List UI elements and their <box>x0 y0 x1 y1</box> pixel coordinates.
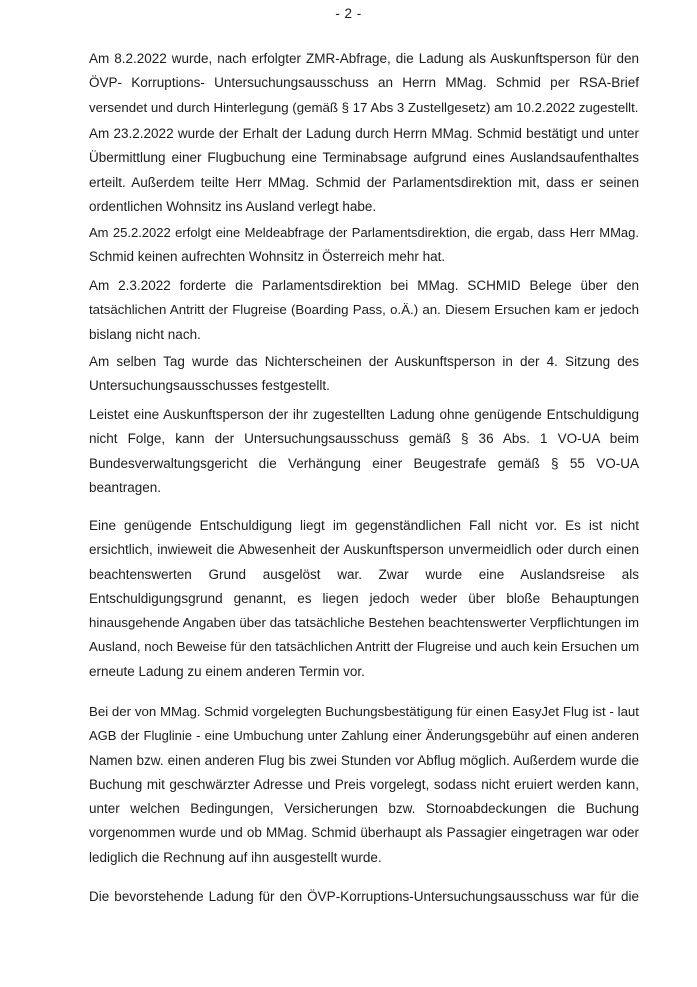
text-line: Die bevorstehende Ladung für den ÖVP-Korruptions-Untersuchungsausschuss war für die <box>89 889 639 904</box>
text-line: beachtenswerten Grund ausgelöst war. Zwar wurde eine Auslandsreise als <box>89 566 639 582</box>
text-line: ÖVP- Korruptions- Untersuchungsausschuss an Herrn MMag. Schmid per RSA-Brief <box>89 75 639 91</box>
text-line: beantragen. <box>89 479 162 495</box>
text-line: unter welchen Bedingungen, Versicherungen bzw. Stornoabdeckungen die Buchung <box>89 801 639 817</box>
paragraph-entschuldigung <box>89 514 639 684</box>
text-line: Am 8.2.2022 wurde, nach erfolgter ZMR-Abfrage, die Ladung als Auskunftsperson für den <box>89 51 639 66</box>
text-line: Leistet eine Auskunftsperson der ihr zugestellten Ladung ohne genügende Entschuldigung <box>89 407 639 422</box>
paragraph-ladung-versendet <box>89 47 639 120</box>
paragraph-belege-angefordert <box>89 274 639 347</box>
text-line: erteilt. Außerdem teilte Herr MMag. Schmid der Parlamentsdirektion mit, dass er seinen <box>89 174 639 190</box>
text-line: Bundesverwaltungsgericht die Verhängung einer Beugestrafe gemäß § 55 VO-UA <box>89 455 639 471</box>
text-line: Eine genügende Entschuldigung liegt im gegenständlichen Fall nicht vor. Es ist nicht <box>89 518 639 533</box>
text-line: Am 2.3.2022 forderte die Parlamentsdirektion bei MMag. SCHMID Belege über den <box>89 278 639 293</box>
text-line: Ausland, noch Beweise für den tatsächlichen Antritt der Flugreise und auch kein Ersuchen um <box>89 639 640 655</box>
text-line: versendet und durch Hinterlegung (gemäß § 17 Abs 3 Zustellgesetz) am 10.2.2022 zugestellt. <box>89 99 639 115</box>
text-line: Entschuldigungsgrund genannt, es liegen jedoch weder über bloße Behauptungen <box>89 590 639 606</box>
paragraph-bevorstehende-ladung <box>89 885 639 909</box>
text-line: Bei der von MMag. Schmid vorgelegten Buchungsbestätigung für einen EasyJet Flug ist - laut <box>89 704 639 719</box>
text-line: lediglich die Rechnung auf ihn ausgestellt wurde. <box>89 849 382 865</box>
text-line: Namen bzw. einen anderen Flug bis zwei Stunden vor Abflug möglich. Außerdem wurde die <box>89 752 639 768</box>
text-line: ordentlichen Wohnsitz ins Ausland verlegt habe. <box>89 198 377 214</box>
paragraph-meldeabfrage <box>89 221 639 270</box>
text-line: Am 23.2.2022 wurde der Erhalt der Ladung durch Herrn MMag. Schmid bestätigt und unter <box>89 126 639 141</box>
text-line: hinausgehende Angaben über das tatsächliche Bestehen beachtenswerter Verpflichtungen im <box>89 615 639 631</box>
paragraph-buchungsbestaetigung <box>89 700 639 870</box>
paragraph-nichterscheinen <box>89 350 639 399</box>
text-line: nicht Folge, kann der Untersuchungsausschuss gemäß § 36 Abs. 1 VO-UA beim <box>89 431 639 447</box>
text-line: Übermittlung einer Flugbuchung eine Terminabsage aufgrund eines Auslandsaufenthaltes <box>89 150 639 166</box>
paragraph-beugestrafe <box>89 403 639 500</box>
text-line: AGB der Fluglinie - eine Umbuchung unter Zahlung einer Änderungsgebühr auf einen anderen <box>89 728 639 744</box>
text-line: vorgenommen wurde und ob MMag. Schmid überhaupt als Passagier eingetragen war oder <box>89 825 639 841</box>
text-line: bislang nicht nach. <box>89 326 201 342</box>
text-line: Am 25.2.2022 erfolgt eine Meldeabfrage der Parlamentsdirektion, die ergab, dass Herr MMag. <box>89 225 639 240</box>
text-line: Am selben Tag wurde das Nichterscheinen der Auskunftsperson in der 4. Sitzung des <box>89 354 639 369</box>
text-line: Schmid keinen aufrechten Wohnsitz in Österreich mehr hat. <box>89 249 446 265</box>
text-line: Buchung mit geschwärzter Adresse und Preis vorgelegt, sodass nicht eruiert werden kann, <box>89 776 639 792</box>
text-line: ersichtlich, inwieweit die Abwesenheit der Auskunftsperson unvermeidlich oder durch einen <box>89 542 639 558</box>
text-line: Untersuchungsausschusses festgestellt. <box>89 378 330 394</box>
text-line: tatsächlichen Antritt der Flugreise (Boarding Pass, o.Ä.) an. Diesem Ersuchen kam er jedoch <box>89 302 639 318</box>
paragraph-terminabsage <box>89 122 639 219</box>
page-number: - 2 - <box>335 6 362 21</box>
text-line: erneute Ladung zu einem anderen Termin vor. <box>89 663 365 679</box>
